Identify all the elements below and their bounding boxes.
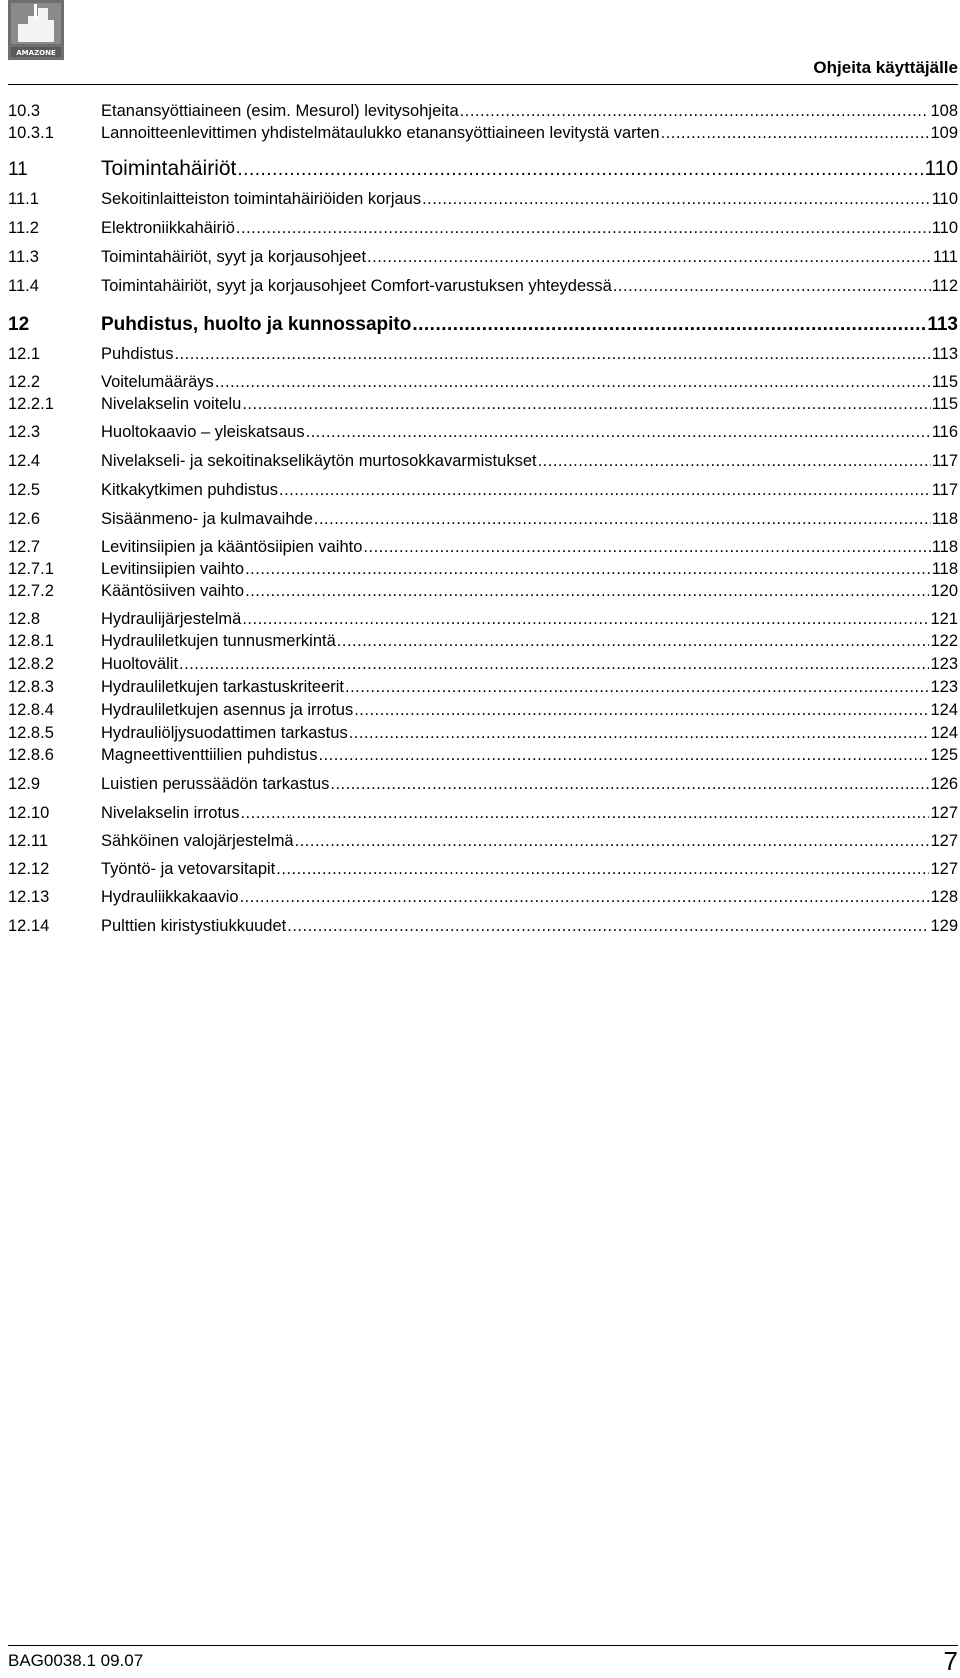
- toc-dot-leader: [318, 746, 929, 765]
- toc-entry-title: Hydrauliletkujen asennus ja irrotus: [101, 701, 354, 719]
- toc-entry-page: 118: [931, 538, 958, 556]
- toc-entry[interactable]: [8, 724, 958, 746]
- toc-entry-page: 115: [931, 373, 958, 391]
- toc-entry[interactable]: [8, 124, 958, 146]
- toc-entry[interactable]: [8, 373, 958, 395]
- toc-entry-page: 127: [930, 860, 958, 878]
- toc-dot-leader: [242, 395, 930, 414]
- toc-dot-leader: [276, 860, 929, 879]
- toc-entry-page: 113: [927, 314, 958, 335]
- toc-entry[interactable]: [8, 701, 958, 723]
- toc-entry-number: 12.1: [8, 345, 41, 363]
- toc-entry-page: 110: [931, 190, 958, 208]
- toc-entry-page: 122: [930, 632, 958, 650]
- toc-dot-leader: [242, 610, 929, 629]
- toc-entry[interactable]: [8, 452, 958, 474]
- toc-dot-leader: [245, 560, 931, 579]
- toc-entry-number: 11.4: [8, 277, 39, 295]
- amazone-logo: [8, 0, 64, 60]
- toc-entry-title: Puhdistus: [101, 345, 174, 363]
- toc-entry[interactable]: [8, 423, 958, 445]
- toc-dot-leader: [354, 701, 929, 720]
- toc-entry[interactable]: [8, 277, 958, 299]
- toc-entry[interactable]: [8, 538, 958, 560]
- toc-entry-number: 12.8.6: [8, 746, 54, 764]
- toc-dot-leader: [412, 314, 926, 336]
- toc-entry-number: 12.12: [8, 860, 50, 878]
- toc-dot-leader: [345, 678, 929, 697]
- toc-dot-leader: [363, 538, 930, 557]
- toc-entry-title: Lannoitteenlevittimen yhdistelmätaulukko etanansyöttiaineen levitystä varten: [101, 124, 660, 142]
- toc-entry[interactable]: [8, 248, 958, 270]
- toc-entry[interactable]: [8, 582, 958, 604]
- toc-dot-leader: [245, 582, 929, 601]
- toc-entry-number: 12.9: [8, 775, 41, 793]
- toc-entry-number: 12.8: [8, 610, 41, 628]
- toc-entry[interactable]: [8, 219, 958, 241]
- toc-dot-leader: [422, 190, 931, 209]
- toc-entry-number: 12.8.5: [8, 724, 54, 742]
- page-number: 7: [943, 1646, 958, 1676]
- toc-entry-page: 115: [931, 395, 958, 413]
- toc-entry-page: 109: [930, 124, 958, 142]
- toc-entry-page: 111: [932, 248, 958, 266]
- toc-entry-number: 11: [8, 159, 28, 180]
- toc-dot-leader: [237, 159, 923, 181]
- toc-entry-page: 121: [930, 610, 958, 628]
- svg-text:AMAZONE: AMAZONE: [16, 49, 56, 57]
- toc-entry[interactable]: [8, 917, 958, 939]
- toc-dot-leader: [279, 481, 931, 500]
- toc-entry-number: 12.14: [8, 917, 50, 935]
- toc-entry-title: Nivelakselin voitelu: [101, 395, 242, 413]
- toc-entry[interactable]: [8, 102, 958, 124]
- toc-dot-leader: [240, 804, 929, 823]
- toc-entry-page: 118: [931, 510, 958, 528]
- toc-entry-page: 127: [930, 832, 958, 850]
- toc-entry-page: 120: [930, 582, 958, 600]
- toc-entry-number: 12.7.1: [8, 560, 54, 578]
- toc-dot-leader: [367, 248, 932, 267]
- toc-dot-leader: [236, 219, 931, 238]
- toc-entry[interactable]: [8, 510, 958, 532]
- toc-entry-page: 123: [930, 678, 958, 696]
- toc-dot-leader: [349, 724, 930, 743]
- logo-icon: [8, 0, 64, 60]
- toc-dot-leader: [613, 277, 931, 296]
- toc-entry-title: Kitkakytkimen puhdistus: [101, 481, 278, 499]
- toc-entry-title: Toimintahäiriöt: [101, 157, 237, 180]
- toc-dot-leader: [661, 124, 930, 143]
- toc-entry-title: Toimintahäiriöt, syyt ja korjausohjeet Comfort-varustuksen yhteydessä: [101, 277, 612, 295]
- toc-entry-title: Hydrauliletkujen tunnusmerkintä: [101, 632, 336, 650]
- toc-entry-title: Elektroniikkahäiriö: [101, 219, 235, 237]
- toc-entry-number: 12.7.2: [8, 582, 54, 600]
- toc-entry-title: Pulttien kiristystiukkuudet: [101, 917, 287, 935]
- toc-entry[interactable]: [8, 632, 958, 654]
- toc-entry-page: 118: [931, 560, 958, 578]
- toc-dot-leader: [287, 917, 929, 936]
- toc-entry-title: Hydraulijärjestelmä: [101, 610, 242, 628]
- toc-dot-leader: [215, 373, 931, 392]
- toc-entry-page: 125: [930, 746, 958, 764]
- toc-entry-page: 127: [930, 804, 958, 822]
- toc-entry-title: Etanansyöttiaineen (esim. Mesurol) levitysohjeita: [101, 102, 459, 120]
- toc-entry-number: 12.10: [8, 804, 50, 822]
- toc-entry-title: Huoltokaavio – yleiskatsaus: [101, 423, 305, 441]
- toc-dot-leader: [314, 510, 931, 529]
- toc-entry-page: 117: [931, 481, 958, 499]
- header-divider: [8, 84, 958, 85]
- toc-entry-page: 126: [930, 775, 958, 793]
- toc-entry-title: Sähköinen valojärjestelmä: [101, 832, 294, 850]
- toc-entry-number: 12.6: [8, 510, 41, 528]
- toc-entry-number: 11.3: [8, 248, 39, 266]
- toc-entry-page: 124: [930, 724, 958, 742]
- toc-entry-page: 110: [924, 157, 958, 180]
- toc-entry[interactable]: [8, 678, 958, 700]
- toc-entry[interactable]: [8, 560, 958, 582]
- toc-entry-number: 12.2: [8, 373, 41, 391]
- toc-entry-page: 112: [931, 277, 958, 295]
- toc-entry[interactable]: [8, 395, 958, 417]
- toc-entry-page: 123: [930, 655, 958, 673]
- toc-entry-number: 12.11: [8, 832, 49, 850]
- toc-entry-page: 113: [931, 345, 958, 363]
- toc-entry[interactable]: [8, 746, 958, 768]
- toc-entry[interactable]: [8, 804, 958, 826]
- toc-entry-page: 116: [931, 423, 958, 441]
- toc-entry-number: 11.1: [8, 190, 39, 208]
- toc-entry-number: 12.8.1: [8, 632, 54, 650]
- toc-entry-number: 12.3: [8, 423, 41, 441]
- toc-entry-title: Magneettiventtiilien puhdistus: [101, 746, 318, 764]
- toc-entry-page: 117: [931, 452, 958, 470]
- toc-entry[interactable]: [8, 314, 958, 336]
- toc-entry-title: Luistien perussäädön tarkastus: [101, 775, 330, 793]
- toc-entry-page: 110: [931, 219, 958, 237]
- toc-entry[interactable]: [8, 157, 958, 179]
- toc-entry[interactable]: [8, 345, 958, 367]
- toc-dot-leader: [179, 655, 929, 674]
- toc-entry-title: Sisäänmeno- ja kulmavaihde: [101, 510, 313, 528]
- toc-entry-page: 128: [930, 888, 958, 906]
- toc-entry-number: 12.8.3: [8, 678, 54, 696]
- header-title: Ohjeita käyttäjälle: [813, 58, 958, 77]
- toc-entry-title: Hydrauliöljysuodattimen tarkastus: [101, 724, 348, 742]
- toc-entry-number: 12: [8, 314, 30, 335]
- toc-entry-title: Työntö- ja vetovarsitapit: [101, 860, 276, 878]
- toc-entry[interactable]: [8, 860, 958, 882]
- toc-dot-leader: [330, 775, 929, 794]
- toc-entry-page: 129: [930, 917, 958, 935]
- toc-entry[interactable]: [8, 832, 958, 854]
- toc-entry-number: 11.2: [8, 219, 39, 237]
- toc-entry[interactable]: [8, 481, 958, 503]
- toc-entry-page: 124: [930, 701, 958, 719]
- toc-entry-title: Voitelumääräys: [101, 373, 214, 391]
- toc-entry[interactable]: [8, 888, 958, 910]
- toc-entry[interactable]: [8, 775, 958, 797]
- toc-entry-title: Kääntösiiven vaihto: [101, 582, 245, 600]
- toc-entry-title: Huoltovälit: [101, 655, 179, 673]
- toc-entry-title: Nivelakseli- ja sekoitinakselikäytön murtosokkavarmistukset: [101, 452, 537, 470]
- toc-entry-number: 12.8.2: [8, 655, 54, 673]
- toc-entry-page: 108: [930, 102, 958, 120]
- toc-entry-title: Levitinsiipien vaihto: [101, 560, 245, 578]
- toc-dot-leader: [240, 888, 930, 907]
- toc-entry-number: 10.3: [8, 102, 41, 120]
- toc-entry-number: 10.3.1: [8, 124, 54, 142]
- footer-divider: [8, 1645, 958, 1646]
- toc-dot-leader: [460, 102, 930, 121]
- toc-entry[interactable]: [8, 610, 958, 632]
- toc-entry-number: 12.5: [8, 481, 41, 499]
- toc-entry-title: Nivelakselin irrotus: [101, 804, 240, 822]
- toc-entry-title: Levitinsiipien ja kääntösiipien vaihto: [101, 538, 363, 556]
- toc-entry-title: Puhdistus, huolto ja kunnossapito: [101, 314, 412, 335]
- toc-dot-leader: [538, 452, 931, 471]
- toc-entry[interactable]: [8, 655, 958, 677]
- toc-entry-number: 12.8.4: [8, 701, 54, 719]
- toc-entry[interactable]: [8, 190, 958, 212]
- toc-entry-title: Hydrauliikkakaavio: [101, 888, 239, 906]
- toc-entry-title: Toimintahäiriöt, syyt ja korjausohjeet: [101, 248, 367, 266]
- toc-dot-leader: [295, 832, 930, 851]
- toc-entry-title: Sekoitinlaitteiston toimintahäiriöiden korjaus: [101, 190, 422, 208]
- toc-entry-number: 12.2.1: [8, 395, 54, 413]
- toc-entry-number: 12.13: [8, 888, 50, 906]
- document-id: BAG0038.1 09.07: [8, 1651, 144, 1670]
- toc-entry-title: Hydrauliletkujen tarkastuskriteerit: [101, 678, 345, 696]
- toc-dot-leader: [337, 632, 930, 651]
- toc-entry-number: 12.4: [8, 452, 41, 470]
- toc-dot-leader: [174, 345, 930, 364]
- toc-dot-leader: [306, 423, 931, 442]
- toc-entry-number: 12.7: [8, 538, 41, 556]
